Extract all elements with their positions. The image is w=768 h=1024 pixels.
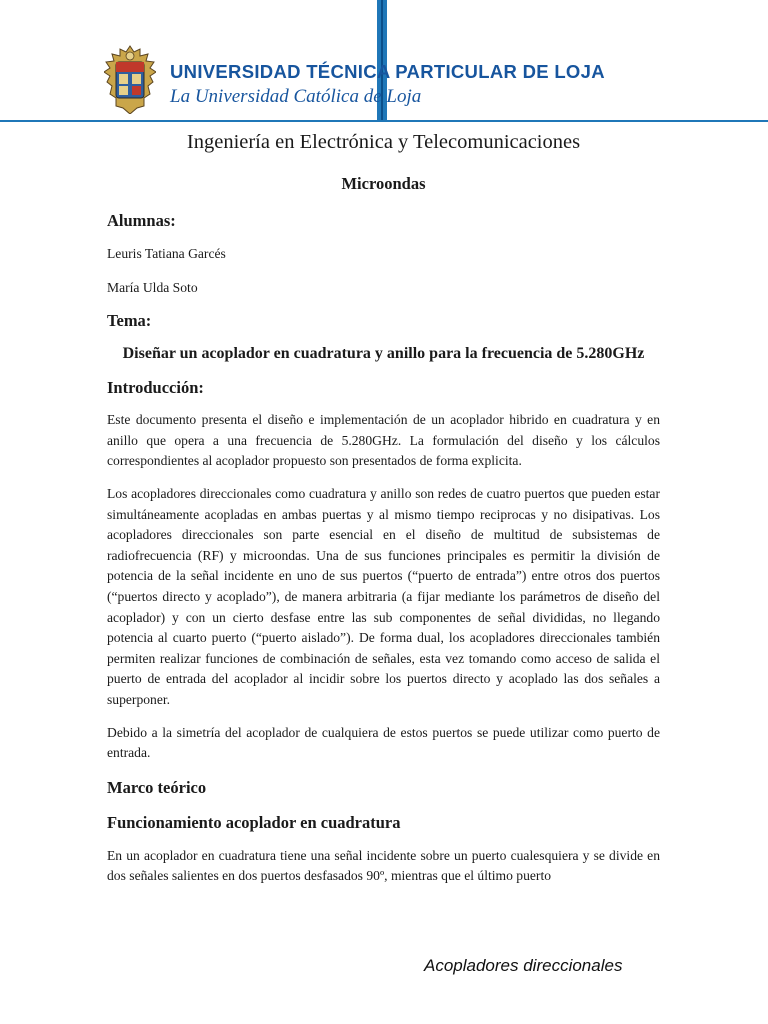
document-body	[107, 128, 660, 887]
students-heading: Alumnas:	[107, 211, 176, 230]
topic-heading: Tema:	[107, 311, 152, 331]
program-title: Ingeniería en Electrónica y Telecomunicaciones	[186, 131, 581, 153]
header-horizontal-rule	[0, 120, 768, 122]
university-name: UNIVERSIDAD TÉCNICA PARTICULAR DE LOJA	[170, 61, 605, 82]
quadrature-heading: Funcionamiento acoplador en cuadratura	[107, 812, 401, 832]
topic-text: Diseñar un acoplador en cuadratura y anillo para la frecuencia de 5.280GHz	[122, 345, 645, 363]
university-motto: La Universidad Católica de Loja	[170, 86, 422, 107]
page-footer: Acopladores direccionales	[424, 956, 623, 975]
student-name: Leuris Tatiana Garcés	[107, 246, 226, 261]
page-header	[0, 0, 768, 125]
student-name: María Ulda Soto	[107, 279, 198, 295]
intro-paragraph: Este documento presenta el diseño e implementación de un acoplador hibrido en cuadratura y en anillo que opera a una frecuencia de 5.280GHz. La formulación del diseño y los cálculos correspondientes al acoplador propuesto son presentados de forma explicita.	[107, 412, 660, 469]
course-title: Microondas	[341, 174, 426, 193]
intro-paragraph: Los acopladores direccionales como cuadratura y anillo son redes de cuatro puertos que pueden estar simultáneamente acopladas en ambas puertas y al mismo tiempo reciprocas y no disipativas. Los acopladores direccionales son parte esencial en el diseño de multitud de subsistemas de radiofrecuencia (RF) y microondas. Una de sus funciones principales es permitir la división de potencia de la señal incidente en uno de sus puertos (“puerto de entrada”) entre otros dos puertos (“puertos directo y acoplado”), de manera arbitraria (a fijar mediante los parámetros de diseño del acoplador) y con un cierto desfase entre las sub componentes de señal divididas, no llegando potencia al cuarto puerto (“puerto aislado”). De forma dual, los acopladores direccionales también permiten realizar funciones de combinación de señales, esta vez tomando como acceso de salida el puerto de entrada del acoplador al incidir sobre los puertos directo y acoplado las dos señales a superponer.	[107, 485, 660, 707]
intro-paragraph: Debido a la simetría del acoplador de cualquiera de estos puertos se puede utilizar como puerto de entrada.	[107, 724, 660, 761]
intro-heading: Introducción:	[107, 378, 204, 398]
university-crest-icon	[104, 44, 156, 114]
theory-heading: Marco teórico	[107, 777, 207, 797]
quadrature-paragraph: En un acoplador en cuadratura tiene una señal incidente sobre un puerto cualesquiera y se divide en dos señales salientes en dos puertos desfasados 90º, mientras que el último puerto	[107, 847, 660, 884]
